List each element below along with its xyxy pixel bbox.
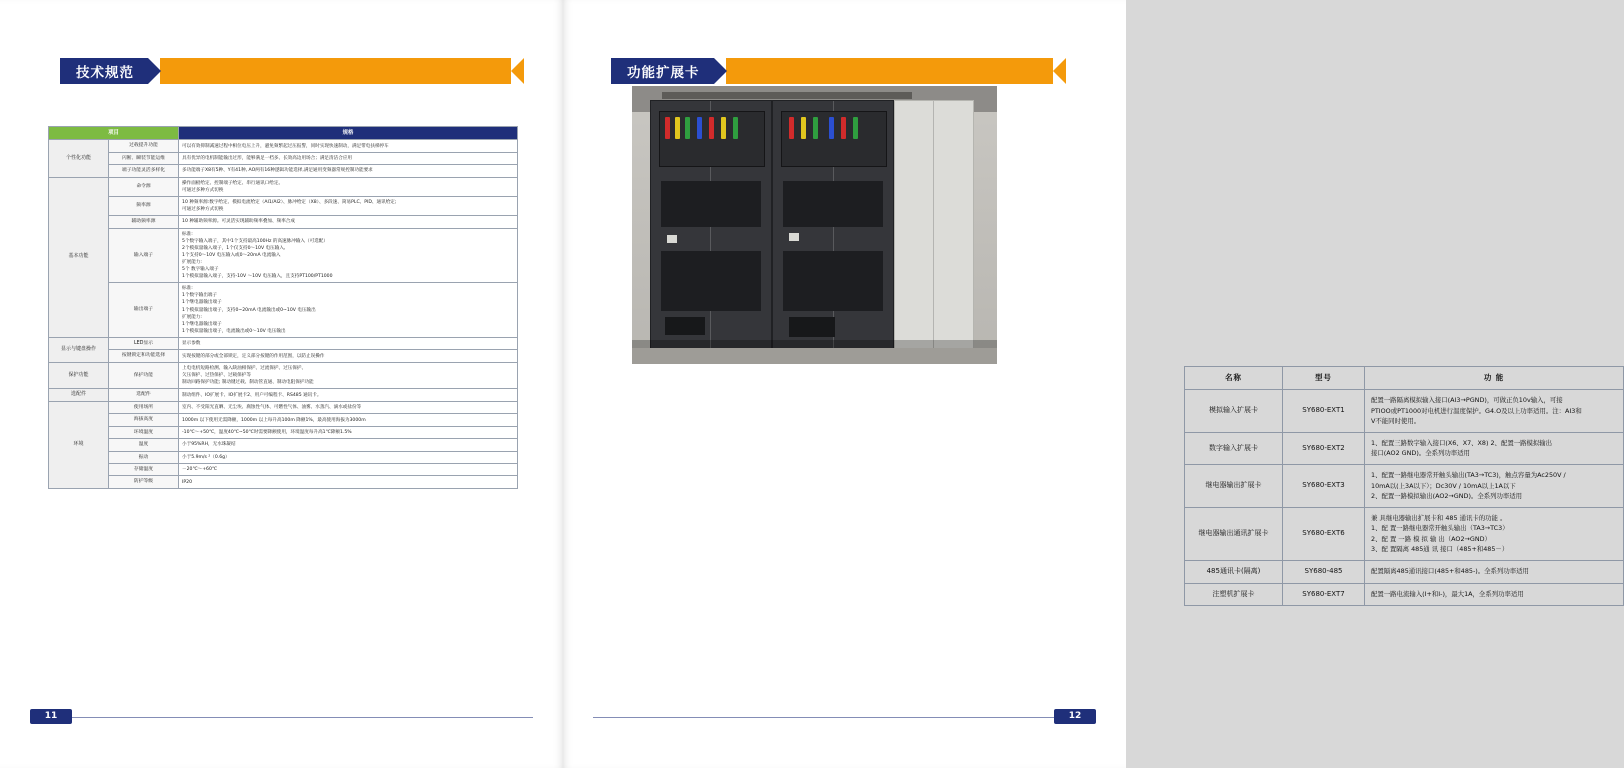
sub-label: 振动 [109, 451, 179, 463]
sub-label: 辅助频率源 [109, 216, 179, 228]
table-row [49, 140, 518, 152]
table-row [49, 389, 518, 402]
table-row [49, 283, 518, 338]
table-row [49, 165, 518, 177]
card-function: 1、配置一路继电器常开触头输出(TA3→TC3)，触点容量为Ac250V / 10mA以(上3A以下）；Dc30V / 10mA以上1A以下 2、配置一路模拟输出(AO2→GND)。全系列功率适用 [1365, 465, 1624, 508]
table-header-row [49, 127, 518, 140]
spec-value: 标准: 1个数字输出端子 1个继电器输出端子 1个模拟量输出端子，支持0~20mA 电流输出或0~10V 电压输出 扩展能力: 1个继电器输出端子 1个模拟量输出端子，电流输出或0～10V 电压输出 [179, 283, 518, 338]
right-banner-title: 功能扩展卡 [611, 58, 714, 84]
table-row [49, 401, 518, 413]
sub-label: 端子功能灵活多样化 [109, 165, 179, 177]
group-label: 基本功能 [49, 177, 109, 337]
spec-value: 小于5.9m/s ²（0.6g） [179, 451, 518, 463]
photo-cabinet-2 [772, 100, 894, 350]
cabinet-photo [632, 86, 997, 364]
left-page-banner [60, 58, 524, 84]
left-banner-orange-bar [160, 58, 524, 84]
card-name: 模拟输入扩展卡 [1185, 390, 1283, 433]
card-name: 注塑机扩展卡 [1185, 583, 1283, 606]
card-function: 1、配置三路数字输入接口(X6、X7、X8) 2、配置一路模拟输出 接口(AO2 GND)。全系列功率适用 [1365, 432, 1624, 464]
spec-value: －20℃～+60℃ [179, 464, 518, 476]
sub-label: 环境温度 [109, 426, 179, 438]
banner-arrow-icon [714, 58, 727, 84]
card-name: 继电器输出通讯扩展卡 [1185, 507, 1283, 560]
spec-value: 实现按键的部分或全部锁定，定义部分按键的作用范围，以防止误操作 [179, 350, 518, 362]
spec-value: 多功能端子X8有5种、Y有41种, AO两有16种逻辑功能选择,满足通用变频器常规控制功能要求 [179, 165, 518, 177]
spec-value: 上电电机短路检测、输入缺油相保护、过流保护、过压保护、 欠压保护、过热保护、过载保护等 制动回路保护功能; 制动键过载、制动管直通、制动电阻保护功能 [179, 362, 518, 388]
sub-label: 使用场所 [109, 401, 179, 413]
table-row [49, 362, 518, 388]
card-function: 配置一路隔离模拟输入接口(AI3→PGND)，可做正负10v输入，可接 PTIOO或PT1000对电机进行温度保护。G4.O及以上功率适用。注：AI3和 V不能同时使用。 [1365, 390, 1624, 433]
spec-value: 10 种辅助频率源。可灵活实现辅助频率叠加、频率合成 [179, 216, 518, 228]
right-banner-orange-bar [726, 58, 1067, 84]
card-model: SY680-EXT3 [1283, 465, 1365, 508]
table-row [49, 464, 518, 476]
spec-value: -10℃～+50℃，温度40℃~50℃时需要降额使用，环境温度每升高1℃降额1.5% [179, 426, 518, 438]
sub-label: 存储温度 [109, 464, 179, 476]
group-label: 环境 [49, 401, 109, 488]
sub-label: 命令源 [109, 177, 179, 196]
sub-label: 输出端子 [109, 283, 179, 338]
table-row [1185, 507, 1624, 560]
card-model: SY680-485 [1283, 560, 1365, 583]
table-header-row [1185, 367, 1624, 390]
table-row [1185, 432, 1624, 464]
right-footer-rule [593, 717, 1096, 718]
card-function: 配置隔离485通讯接口(485+和485-)。全系列功率适用 [1365, 560, 1624, 583]
table-row [49, 414, 518, 426]
sub-label: 选配件 [109, 389, 179, 402]
table-row [49, 216, 518, 228]
spec-value: 操作面板给定、控制端子给定、串行通讯口给定。 可通过多种方式切换 [179, 177, 518, 196]
sub-label: 温度 [109, 439, 179, 451]
expansion-card-table [1184, 366, 1624, 606]
spec-value: 室内、不受阳光直晒、无尘埃、腐蚀性气体、可燃性气体、油雾、水蒸汽、滴水或盐份等 [179, 401, 518, 413]
technical-spec-table [48, 126, 518, 489]
table-row [1185, 465, 1624, 508]
photo-ceiling-beam [662, 92, 912, 99]
photo-cabinet-1 [650, 100, 772, 350]
group-label: 显示与键盘操作 [49, 338, 109, 363]
card-model: SY680-EXT7 [1283, 583, 1365, 606]
spec-value: 具有优异的电机制能输出过形，能够满足一档多、长效高边用场合；满足清洁合应用 [179, 152, 518, 164]
banner-arrow-icon [148, 58, 161, 84]
group-label: 保护功能 [49, 362, 109, 388]
sub-label: 防护等级 [109, 476, 179, 488]
table-row [49, 426, 518, 438]
card-function: 兼 具继电器输出扩展卡和 485 通讯卡的功能 。 1、配 置一路继电器常开触头输出（TA3→TC3） 2、配 置 一路 模 拟 输 出（AO2→GND） 3、配 置隔离 485通 讯 接口（485+和485－） [1365, 507, 1624, 560]
left-footer-rule [30, 717, 533, 718]
table-row [49, 338, 518, 350]
table-row [1185, 560, 1624, 583]
group-label: 选配件 [49, 389, 109, 402]
right-page-banner [611, 58, 1066, 84]
header-item: 项目 [49, 127, 179, 140]
spec-value: 10 种频率源:数字给定、模拟电流给定（AI1/AI2）、脉冲给定（X8）、多段速、简易PLC、PID、通讯给定; 可通过多种方式切换 [179, 196, 518, 215]
table-row [49, 177, 518, 196]
spec-value: 制动组件、IO扩展卡、IO扩展卡2、用户可编程卡、RS485 通讯卡。 [179, 389, 518, 402]
spec-value: 标准: 5个数字输入端子，其中1个支持最高100Hz 的高速脉冲输入（可选配） 2个模拟量输入端子，1个仅支持0～10V 电压输入, 1个支持0～10V 电压输入或0～20mA 电流输入 扩展能力: 5个 数字输入端子 1个模拟量输入端子，支持-10V ～10V 电压输入，且支持PT100/PT1000 [179, 228, 518, 283]
photo-cabinet-3 [894, 100, 974, 352]
table-row [1185, 583, 1624, 606]
right-page [563, 0, 1582, 768]
sub-label: LED显示 [109, 338, 179, 350]
spec-value: 小于95%RH，无水珠凝结 [179, 439, 518, 451]
group-label: 个性化功能 [49, 140, 109, 177]
spec-value: 显示参数 [179, 338, 518, 350]
page-number-right: 12 [1054, 709, 1096, 724]
table-row [49, 196, 518, 215]
sub-label: 按键锁定和功能选择 [109, 350, 179, 362]
page-number-left: 11 [30, 709, 72, 724]
photo-floor [632, 348, 997, 364]
header-model: 型号 [1283, 367, 1365, 390]
table-row [49, 451, 518, 463]
table-row [49, 476, 518, 488]
left-page [0, 0, 563, 768]
card-name: 485通讯卡(隔离) [1185, 560, 1283, 583]
spec-value: 可以有效抑制减速过程中相位电压上升，避免频繁起过压报警，同时实现快速制动，满足带电扶梯停车 [179, 140, 518, 152]
table-row [1185, 390, 1624, 433]
sub-label: 过载提升功能 [109, 140, 179, 152]
card-name: 继电器输出扩展卡 [1185, 465, 1283, 508]
left-banner-title: 技术规范 [60, 58, 148, 84]
table-row [49, 439, 518, 451]
table-row [49, 228, 518, 283]
sub-label: 输入端子 [109, 228, 179, 283]
banner-notch-icon [1053, 58, 1066, 84]
header-spec: 规格 [179, 127, 518, 140]
sub-label: 频率源 [109, 196, 179, 215]
sub-label: 海拔高度 [109, 414, 179, 426]
banner-notch-icon [511, 58, 524, 84]
table-row [49, 152, 518, 164]
card-model: SY680-EXT2 [1283, 432, 1365, 464]
sub-label: 闪断、瞬装节能运维 [109, 152, 179, 164]
card-model: SY680-EXT1 [1283, 390, 1365, 433]
sub-label: 保护功能 [109, 362, 179, 388]
spec-value: IP20 [179, 476, 518, 488]
header-name: 名称 [1185, 367, 1283, 390]
header-function: 功 能 [1365, 367, 1624, 390]
table-row [49, 350, 518, 362]
card-model: SY680-EXT6 [1283, 507, 1365, 560]
card-name: 数字输入扩展卡 [1185, 432, 1283, 464]
spec-value: 1000m 以下使用无需降额，1000m 以上每升高100m 降额1%，最高使用海拔为3000m [179, 414, 518, 426]
card-function: 配置一路电流输入(I+和I-)，最大1A，全系列功率适用 [1365, 583, 1624, 606]
